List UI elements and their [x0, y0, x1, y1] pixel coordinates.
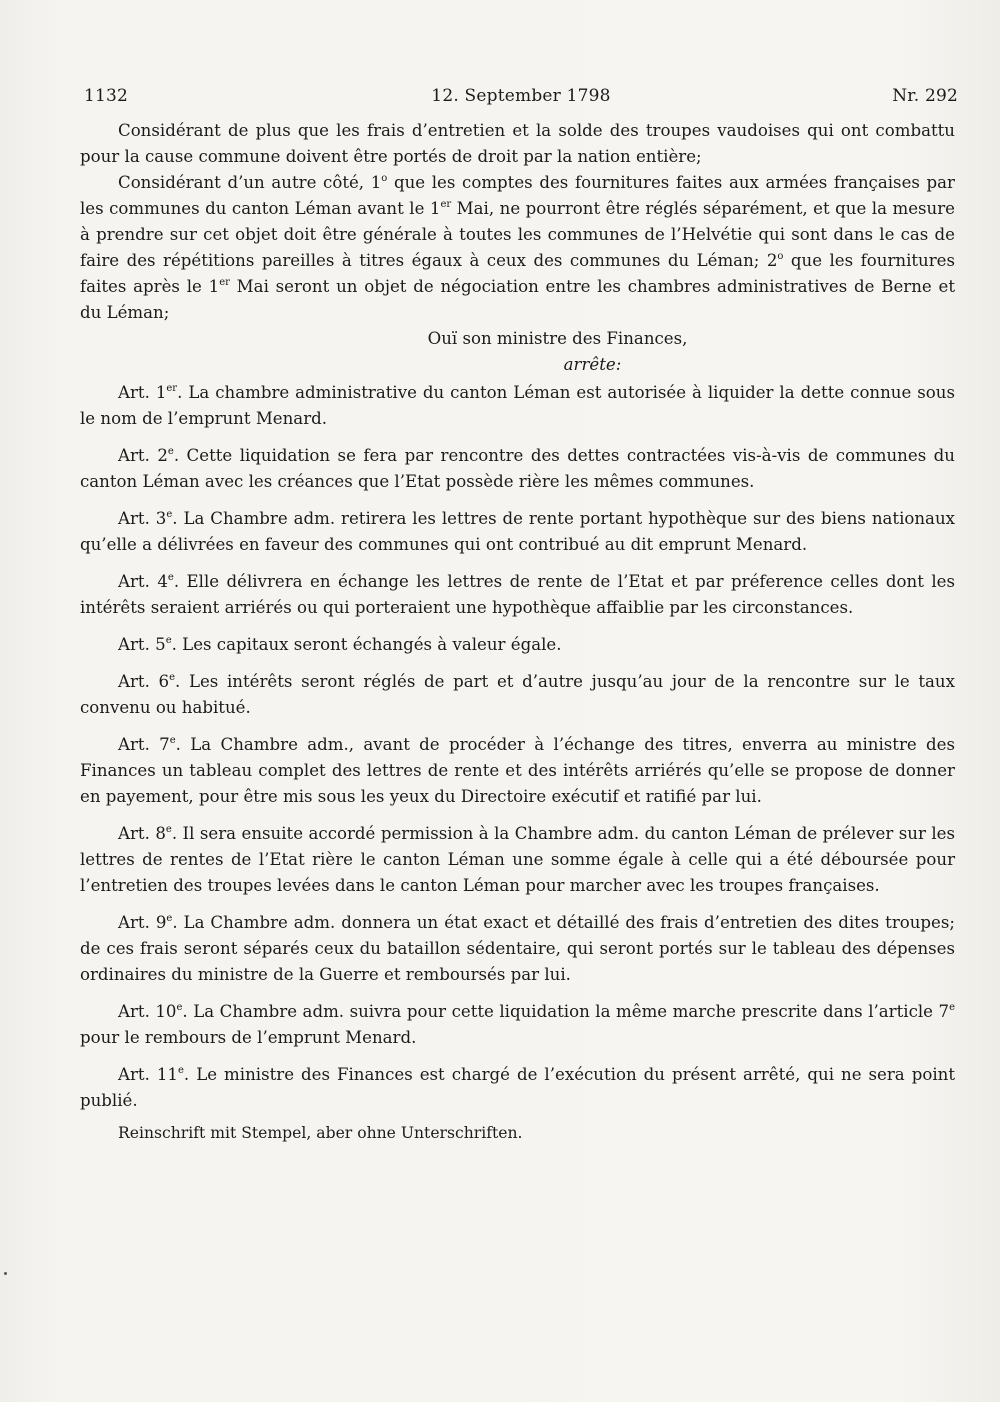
article-7 [80, 732, 955, 810]
superscript: e [167, 446, 174, 457]
article-prefix: Art. 8 [118, 824, 166, 843]
superscript: o [381, 173, 388, 184]
superscript: o [777, 251, 784, 262]
article-text: . Il sera ensuite accordé permission à la Chambre adm. du canton Léman de prélever sur les lettres de rentes de l’Etat rière le canton Léman une somme égale à celle qui a été déboursée pour l’entretien des troupes levées dans le canton Léman pour marcher avec les troupes françaises. [80, 824, 955, 895]
article-text: . La Chambre adm. suivra pour cette liquidation la même marche prescrite dans l’article 7 [182, 1002, 950, 1021]
article-9 [80, 910, 955, 988]
article-5 [80, 632, 955, 658]
article-prefix: Art. 3 [118, 509, 167, 528]
article-text: . La chambre administrative du canton Léman est autorisée à liquider la dette connue sous le nom de l’emprunt Menard. [80, 383, 955, 428]
article-4 [80, 569, 955, 621]
article-prefix: Art. 2 [118, 446, 168, 465]
article-text: . La Chambre adm. retirera les lettres de rente portant hypothèque sur des biens nationaux qu’elle a délivrées en faveur des communes qui ont contribué au dit emprunt Menard. [80, 509, 955, 554]
header-date: 12. September 1798 [431, 86, 611, 106]
article-1 [80, 380, 955, 432]
article-text: . Les capitaux seront échangés à valeur égale. [171, 635, 562, 654]
preamble-text: Mai, ne pourront être réglés séparément, et que la mesure à prendre sur cet objet doit être générale à toutes les communes de l’Helvétie qui sont dans le cas de faire des répétitions pareilles à titres égaux à ceux des communes du Léman; 2 [80, 199, 955, 270]
heard-line: Ouï son ministre des Finances, [427, 329, 688, 348]
article-text: . Elle délivrera en échange les lettres de rente de l’Etat et par préference celles dont les intérêts seraient arriérés ou qui porteraient une hypothèque affaiblie par les circonstances. [80, 572, 955, 617]
article-11 [80, 1062, 955, 1114]
superscript: e [169, 735, 176, 746]
superscript: e [177, 1065, 184, 1076]
article-6 [80, 669, 955, 721]
page-header [84, 86, 958, 116]
superscript: e [166, 509, 173, 520]
page-number: 1132 [84, 86, 129, 106]
article-8 [80, 821, 955, 899]
superscript: e [169, 672, 176, 683]
archival-note: Reinschrift mit Stempel, aber ohne Unterschriften. [118, 1124, 523, 1142]
preamble-text: que les comptes des fournitures faites aux armées françaises par les communes du canton Léman avant le 1 [80, 173, 955, 218]
article-prefix: Art. 6 [118, 672, 170, 691]
article-2 [80, 443, 955, 495]
superscript: er [440, 199, 452, 210]
article-10 [80, 999, 955, 1051]
article-text: . Cette liquidation se fera par rencontre des dettes contractées vis-à-vis de communes du canton Léman avec les créances que l’Etat possède rière les mêmes communes. [80, 446, 955, 491]
decree-line: arrête: [563, 355, 622, 374]
document-number: Nr. 292 [892, 86, 958, 106]
article-3 [80, 506, 955, 558]
superscript: er [219, 277, 230, 288]
article-text: . Le ministre des Finances est chargé de l’exécution du présent arrêté, qui ne sera point publié. [80, 1065, 955, 1110]
superscript: e [176, 1002, 183, 1013]
superscript: e [165, 635, 172, 646]
article-text: . Les intérêts seront réglés de part et d’autre jusqu’au jour de la rencontre sur le taux convenu ou habitué. [80, 672, 955, 717]
article-prefix: Art. 9 [118, 913, 167, 932]
preamble-paragraph-1: Considérant de plus que les frais d’entretien et la solde des troupes vaudoises qui ont combattu pour la cause commune doivent être portés de droit par la nation entière; [80, 121, 955, 166]
superscript: e [165, 824, 172, 835]
article-prefix: Art. 11 [118, 1065, 178, 1084]
article-prefix: Art. 4 [118, 572, 168, 591]
article-text: . La Chambre adm., avant de procéder à l’échange des titres, enverra au ministre des Finances un tableau complet des lettres de rente et des intérêts arriérés qu’elle se propose de donner en payement, pour être mis sous les yeux du Directoire exécutif et ratifié par lui. [80, 735, 955, 806]
article-prefix: Art. 5 [118, 635, 166, 654]
preamble-text: Mai seront un objet de négociation entre les chambres administratives de Berne et du Léman; [80, 277, 955, 322]
preamble-paragraph-2 [80, 170, 955, 326]
article-prefix: Art. 1 [118, 383, 167, 402]
superscript: er [166, 383, 178, 394]
article-text: . La Chambre adm. donnera un état exact et détaillé des frais d’entretien des dites troupes; de ces frais seront séparés ceux du bataillon sédentaire, qui seront portés sur le tableau des dépenses ordinaires du ministre de la Guerre et remboursés par lui. [80, 913, 955, 984]
superscript: e [166, 913, 173, 924]
article-prefix: Art. 7 [118, 735, 170, 754]
article-text: pour le rembours de l’emprunt Menard. [80, 1028, 417, 1047]
paper-speck [4, 1272, 7, 1275]
preamble-text: que les fournitures faites après le 1 [80, 251, 955, 296]
preamble-text: Considérant d’un autre côté, 1 [118, 173, 382, 192]
document-body [80, 118, 955, 1114]
article-prefix: Art. 10 [118, 1002, 177, 1021]
superscript: e [949, 1002, 956, 1013]
superscript: e [167, 572, 174, 583]
